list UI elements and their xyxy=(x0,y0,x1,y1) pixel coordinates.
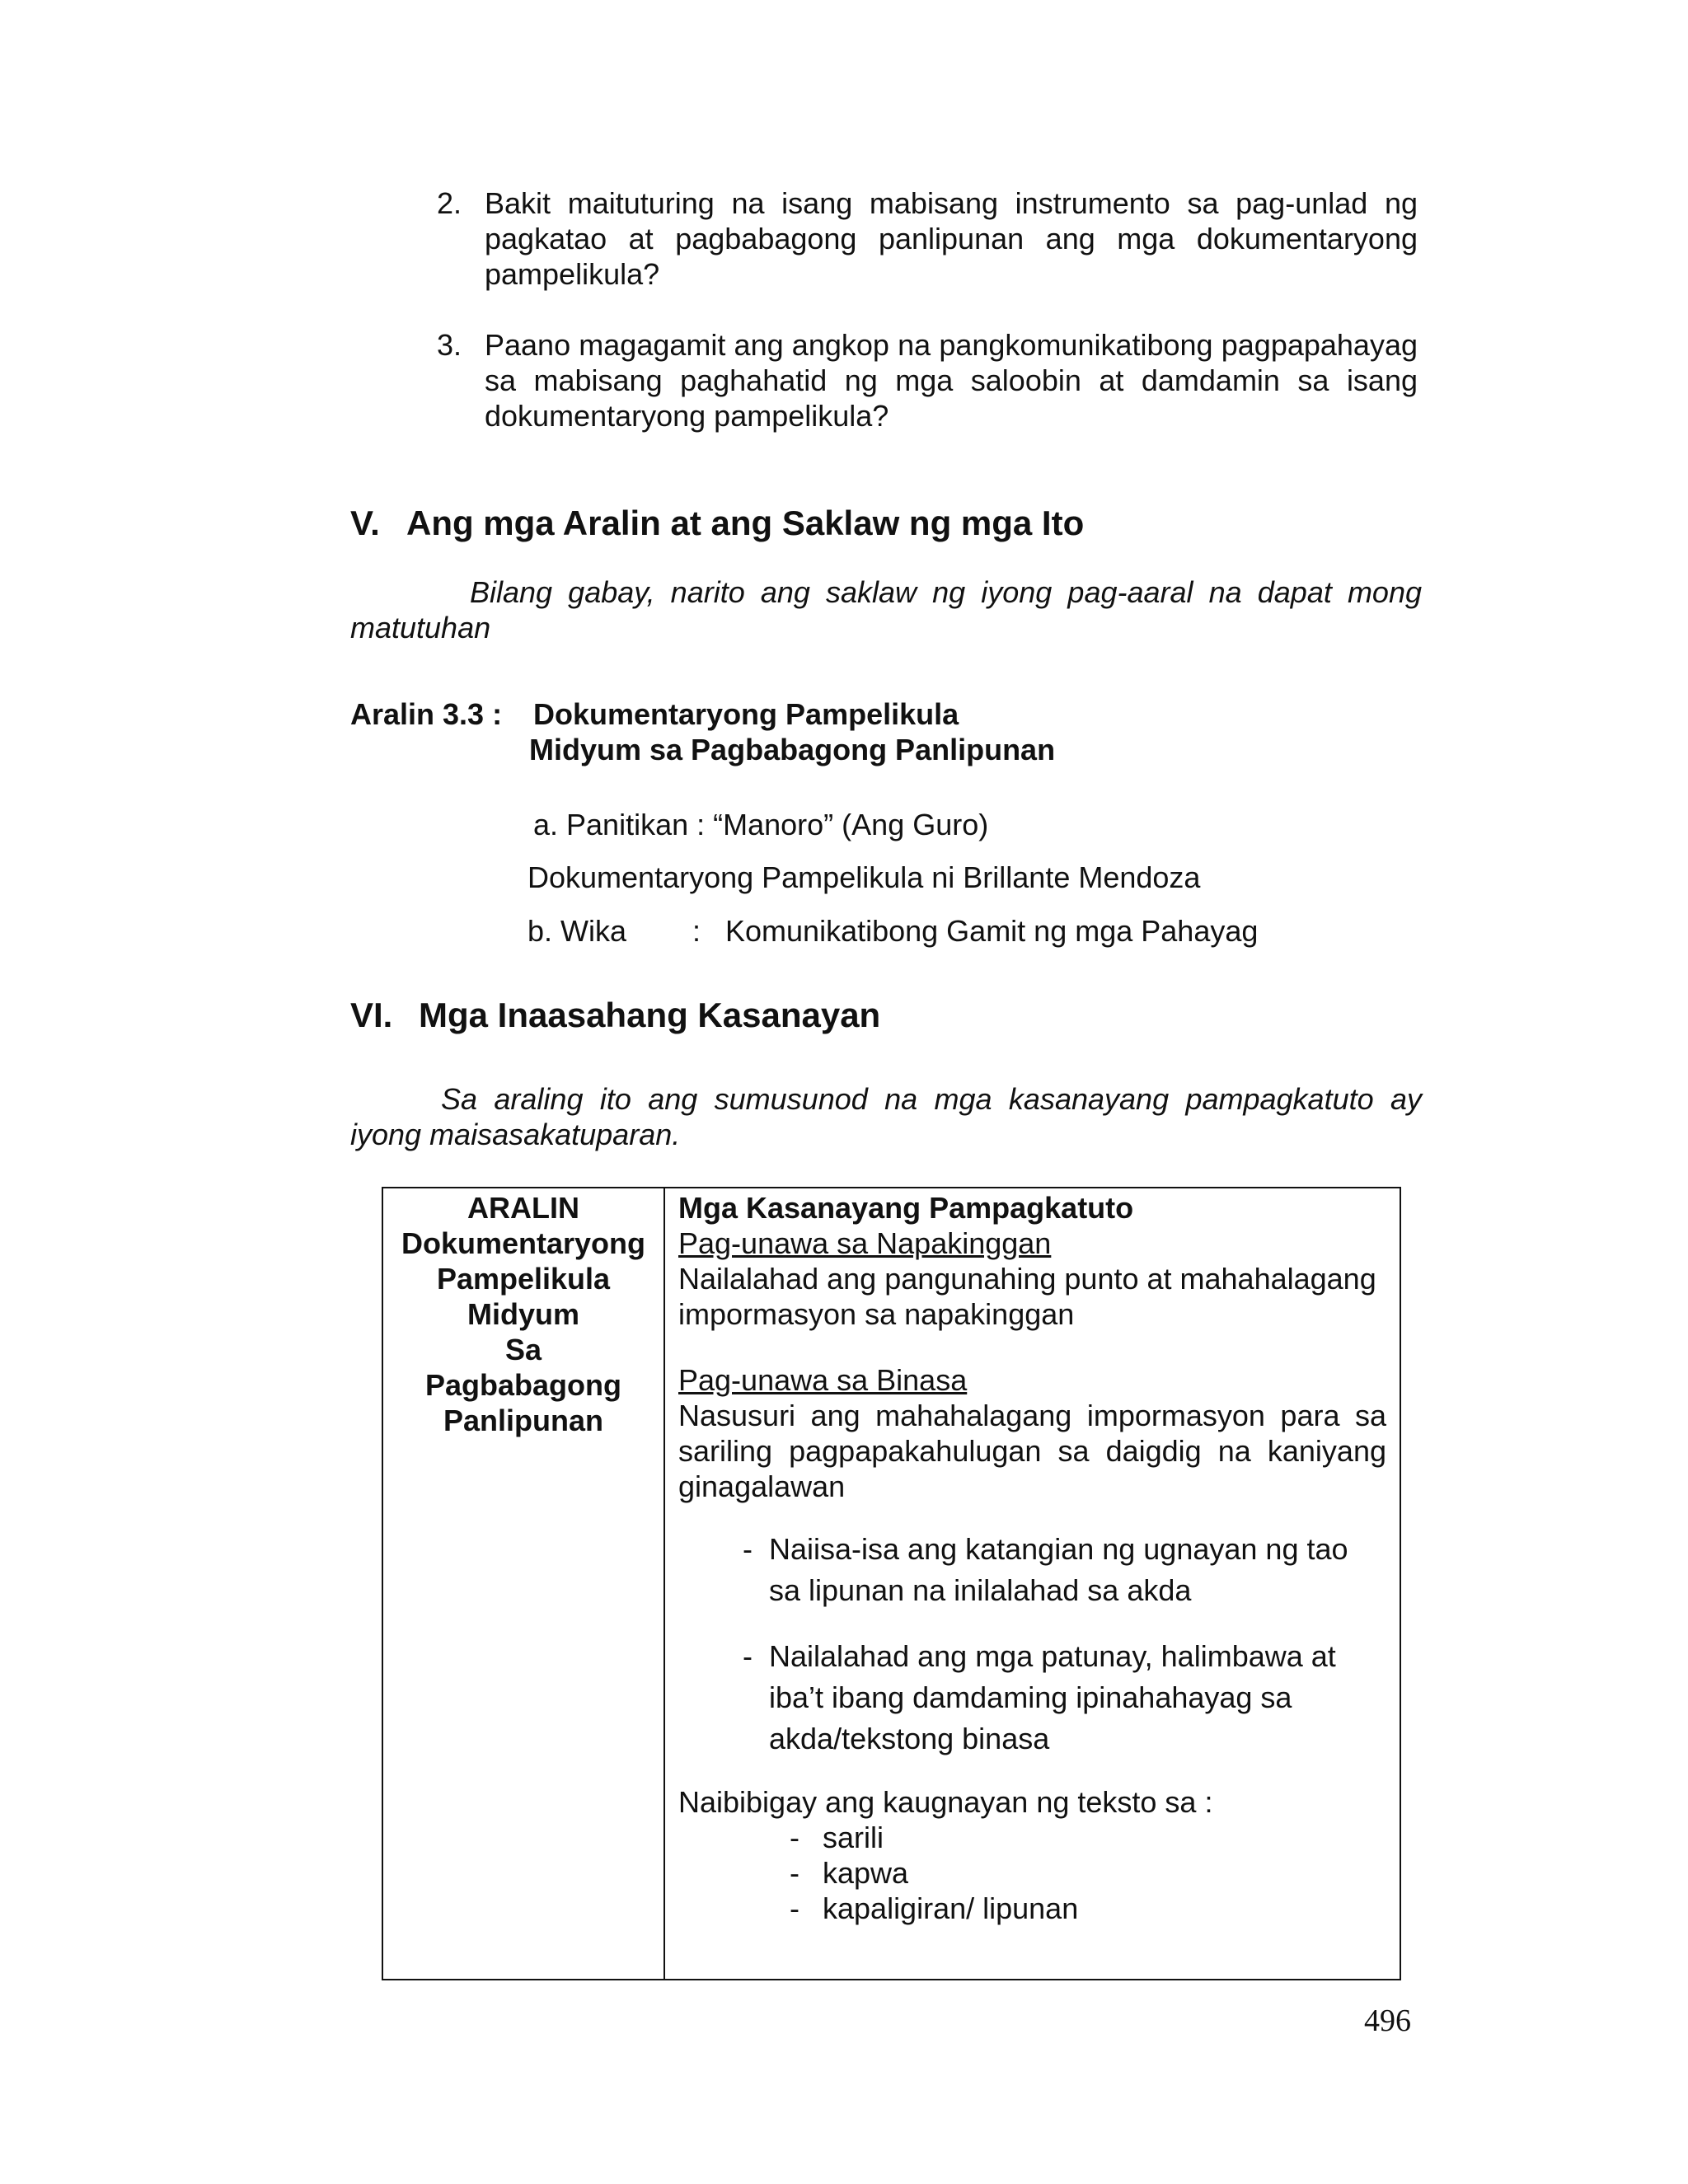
section-numeral: V. xyxy=(350,504,380,542)
spacer xyxy=(678,1760,1386,1784)
question-3 xyxy=(437,327,1418,434)
spacer xyxy=(678,1611,1386,1636)
list-item-text: kapwa xyxy=(823,1856,909,1890)
list-item-text: kapaligiran/ lipunan xyxy=(823,1891,1079,1925)
section-heading-vi xyxy=(350,995,880,1036)
aralin-line: Panlipunan xyxy=(443,1404,603,1437)
list-item xyxy=(790,1891,1386,1926)
aralin-line: Sa xyxy=(504,1333,542,1366)
list-item xyxy=(790,1820,1386,1855)
subsection-text: Nailalahad ang pangunahing punto at mahahalagang impormasyon sa napakinggan xyxy=(678,1262,1376,1331)
aralin-header: ARALIN xyxy=(467,1191,579,1225)
relation-text: Naibibigay ang kaugnayan ng teksto sa : xyxy=(678,1785,1213,1819)
aralin-label: Aralin 3.3 : xyxy=(350,697,503,731)
section-title: Mga Inaasahang Kasanayan xyxy=(419,996,881,1034)
kasanayan-column xyxy=(664,1188,1400,1980)
wika-value: Komunikatibong Gamit ng mga Pahayag xyxy=(725,914,1259,948)
section-intro: Sa araling ito ang sumusunod na mga kasanayang pampagkatuto ay iyong maisasakatuparan. xyxy=(350,1082,1422,1151)
aralin-line: Pagbabagong xyxy=(424,1368,621,1402)
section-intro: Bilang gabay, narito ang saklaw ng iyong pag-aaral na dapat mong matutuhan xyxy=(350,575,1422,644)
list-item-text: Naiisa-isa ang katangian ng ugnayan ng tao sa lipunan na inilalahad sa akda xyxy=(769,1532,1348,1607)
skills-table xyxy=(382,1187,1401,1980)
question-text: Bakit maituturing na isang mabisang instrumento sa pag-unlad ng pagkatao at pagbabagong panlipunan ang mga dokumentaryong pampelikula? xyxy=(485,186,1418,291)
aralin-title-2: Midyum sa Pagbabagong Panlipunan xyxy=(529,733,1056,766)
list-item-text: Nailalahad ang mga patunay, halimbawa at iba’t ibang damdaming ipinahahayag sa akda/tekstong binasa xyxy=(769,1639,1336,1755)
dash-marker: - xyxy=(743,1639,753,1673)
dash-marker: - xyxy=(790,1856,799,1890)
question-number: 2. xyxy=(437,186,462,220)
section-title: Ang mga Aralin at ang Saklaw ng mga Ito xyxy=(406,504,1085,542)
question-2 xyxy=(437,185,1418,292)
dash-marker: - xyxy=(790,1821,799,1854)
wika-colon: : xyxy=(692,914,701,948)
aralin-line: Dokumentaryong xyxy=(401,1226,646,1260)
question-text: Paano magagamit ang angkop na pangkomunikatibong pagpapahayag sa mabisang paghahatid ng mga saloobin at damdamin sa isang dokumentaryong pampelikula? xyxy=(485,328,1418,433)
subsection-title: Pag-unawa sa Napakinggan xyxy=(678,1226,1052,1260)
page-number: 496 xyxy=(1364,2004,1411,2038)
list-item xyxy=(790,1855,1386,1891)
spacer xyxy=(678,1504,1386,1529)
item-panitikan: a. Panitikan : “Manoro” (Ang Guro) xyxy=(533,808,989,841)
list-item-text: sarili xyxy=(823,1821,884,1854)
subsection-text: Nasusuri ang mahahalagang impormasyon para sa sariling pagpapakahulugan sa daigdig na kaniyang ginagalawan xyxy=(678,1399,1386,1503)
section-heading-v xyxy=(350,503,1084,544)
dash-marker: - xyxy=(790,1891,799,1925)
aralin-block xyxy=(350,696,1055,767)
aralin-line: Pampelikula xyxy=(436,1262,611,1296)
aralin-line: Midyum xyxy=(467,1297,579,1331)
aralin-title-1: Dokumentaryong Pampelikula xyxy=(533,697,959,731)
subsection-title: Pag-unawa sa Binasa xyxy=(678,1363,968,1397)
spacer xyxy=(678,1332,1386,1362)
item-panitikan-sub: Dokumentaryong Pampelikula ni Brillante Mendoza xyxy=(528,860,1201,894)
section-numeral: VI. xyxy=(350,996,393,1034)
aralin-column xyxy=(382,1188,664,1980)
list-item xyxy=(743,1636,1386,1760)
question-number: 3. xyxy=(437,328,462,362)
list-item xyxy=(743,1529,1386,1611)
item-wika xyxy=(528,913,1258,949)
kasanayan-header: Mga Kasanayang Pampagkatuto xyxy=(678,1191,1134,1225)
wika-label: b. Wika xyxy=(528,914,627,948)
dash-marker: - xyxy=(743,1532,753,1566)
